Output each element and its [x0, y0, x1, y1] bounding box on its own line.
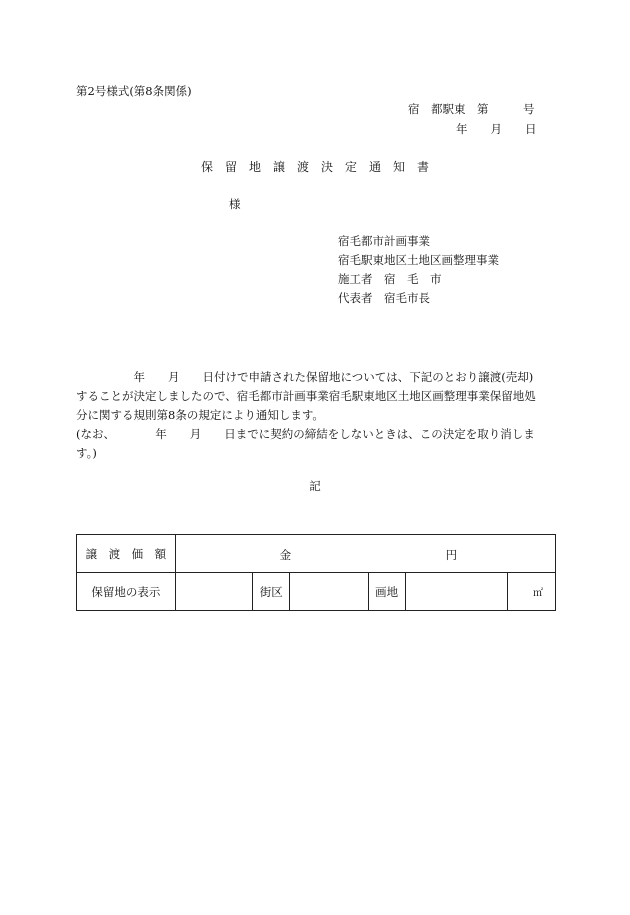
- parcel-area-name-cell[interactable]: [175, 573, 253, 611]
- price-value-cell[interactable]: [175, 535, 555, 573]
- table-row-parcel: [77, 573, 556, 611]
- addressee-honorific: 様: [229, 197, 241, 211]
- lot-label: 画地: [368, 573, 405, 611]
- transfer-details-table: [76, 534, 556, 611]
- body-line-3: 分に関する規則第8条の規定により通知します。: [76, 408, 324, 422]
- price-prefix: 金: [279, 548, 292, 562]
- document-date: 年 月 日: [456, 122, 537, 136]
- body-line-4: (なお、 年 月 日までに契約の締結をしないときは、この決定を取り消しま: [76, 427, 535, 441]
- notice-body: [76, 368, 558, 463]
- document-number: 宿 都駅東 第 号: [408, 102, 535, 116]
- block-label: 街区: [253, 573, 290, 611]
- form-number: 第2号様式(第8条関係): [76, 84, 192, 98]
- lot-value-cell[interactable]: [405, 573, 507, 611]
- body-line-5: す。): [76, 446, 97, 460]
- parcel-label: 保留地の表示: [77, 573, 176, 611]
- issuer-line-4: 代表者 宿毛市長: [338, 291, 430, 305]
- body-line-1: 年 月 日付けで申請された保留地については、下記のとおり譲渡(売却): [76, 370, 534, 384]
- price-label: 譲 渡 価 額: [77, 535, 176, 573]
- body-line-2: することが決定しましたので、宿毛都市計画事業宿毛駅東地区土地区画整理事業保留地処: [76, 389, 536, 403]
- issuer-line-2: 宿毛駅東地区土地区画整理事業: [338, 253, 499, 267]
- table-row-price: [77, 535, 556, 573]
- price-suffix: 円: [445, 548, 458, 562]
- ki-heading: 記: [309, 479, 321, 493]
- area-unit: ㎡: [508, 573, 556, 611]
- block-value-cell[interactable]: [290, 573, 369, 611]
- document-title: 保 留 地 譲 渡 決 定 通 知 書: [200, 160, 429, 174]
- issuer-line-3: 施工者 宿 毛 市: [338, 272, 442, 286]
- issuer-line-1: 宿毛都市計画事業: [338, 234, 430, 248]
